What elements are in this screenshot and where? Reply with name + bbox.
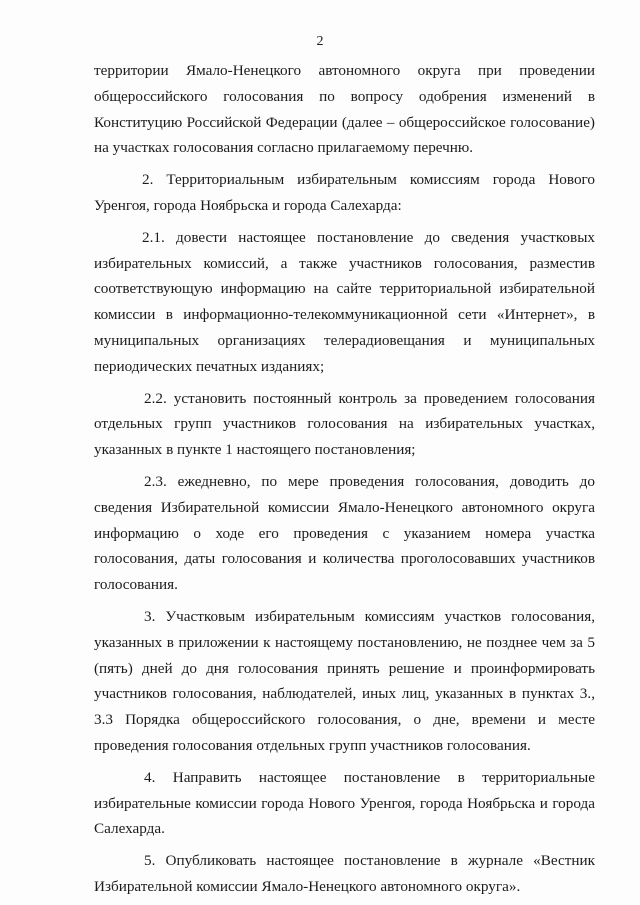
paragraph-continuation: территории Ямало-Ненецкого автономного округа при проведении общероссийского голосования по вопросу одобрения изменений в Конституцию Российской Федерации (далее – общероссийское голосование) на участках голосования согласно прилагаемому перечню. <box>94 62 595 157</box>
paragraph-item-5: 5. Опубликовать настоящее постановление в журнале «Вестник Избирательной комиссии Ямало-Ненецкого автономного округа». <box>94 852 595 895</box>
document-body <box>94 58 595 900</box>
paragraph-item-2-1: 2.1. довести настоящее постановление до сведения участковых избирательных комиссий, а также участников голосования, разместив соответствующую информацию на сайте территориальной избирательной комиссии в информационно-телекоммуникационной сети «Интернет», в муниципальных организациях телерадиовещания и муниципальных периодических печатных изданиях; <box>94 228 595 375</box>
paragraph-item-2: 2. Территориальным избирательным комиссиям города Нового Уренгоя, города Ноябрьска и города Салехарда: <box>94 171 595 214</box>
paragraph-item-4: 4. Направить настоящее постановление в территориальные избирательные комиссии города Нового Уренгоя, города Ноябрьска и города Салехарда. <box>94 768 595 838</box>
paragraph-item-2-2: 2.2. установить постоянный контроль за проведением голосования отдельных групп участников голосования на избирательных участках, указанных в пункте 1 настоящего постановления; <box>94 389 595 459</box>
page-number: 2 <box>316 34 324 49</box>
paragraph-item-3: 3. Участковым избирательным комиссиям участков голосования, указанных в приложении к настоящему постановлению, не позднее чем за 5 (пять) дней до дня голосования принять решение и проинформировать участников голосования, наблюдателей, иных лиц, указанных в пунктах 3., 3.3 Порядка общероссийского голосования, о дне, времени и месте проведения голосования отдельных групп участников голосования. <box>94 607 595 754</box>
paragraph-item-2-3: 2.3. ежедневно, по мере проведения голосования, доводить до сведения Избирательной комиссии Ямало-Ненецкого автономного округа информацию о ходе его проведения с указанием номера участка голосования, даты голосования и количества проголосовавших участников голосования. <box>94 472 595 594</box>
